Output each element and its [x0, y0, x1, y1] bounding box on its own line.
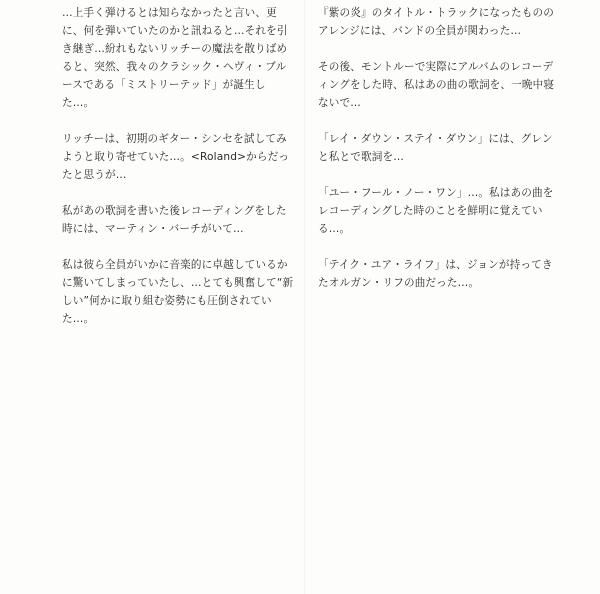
right-column: [318, 0, 556, 594]
paragraph: その後、モントルーで実際にアルバムのレコーディングをした時、私はあの曲の歌詞を、一晩中寝ないで…: [318, 61, 555, 109]
paragraph: 私は彼ら全員がいかに音楽的に卓越しているかに驚いてしまっていたし、…とても興奮して“新しい”何かに取り組む姿勢にも圧倒されていた…。: [62, 259, 294, 325]
paragraph: 「テイク・ユア・ライフ」は、ジョンが持ってきたオルガン・リフの曲だった…。: [318, 259, 553, 289]
paragraph: 『紫の炎』のタイトル・トラックになったもののアレンジには、バンドの全員が関わった…: [318, 7, 554, 37]
column-gutter: [304, 0, 305, 594]
paragraph: 「ユー・フール・ノー・ワン」…。私はあの曲をレコーディングした時のことを鮮明に覚えている…。: [318, 187, 554, 235]
left-column: [62, 0, 294, 594]
paragraph: 「レイ・ダウン・ステイ・ダウン」には、グレンと私とで歌詞を…: [318, 133, 553, 163]
paragraph: …上手く弾けるとは知らなかったと言い、更に、何を弾いていたのかと訊ねると…それを引き継ぎ…紛れもないリッチーの魔法を散りばめると、突然、我々のクラシック・ヘヴィ・ブルースである「ミストリーテッド」が誕生した…。: [62, 7, 288, 109]
paragraph: 私があの歌詞を書いた後レコーディングをした時には、マーティン・バーチがいて…: [62, 205, 287, 235]
paragraph: リッチーは、初期のギター・シンセを試してみようと取り寄せていた…。<Roland>からだったと思うが…: [62, 133, 290, 181]
